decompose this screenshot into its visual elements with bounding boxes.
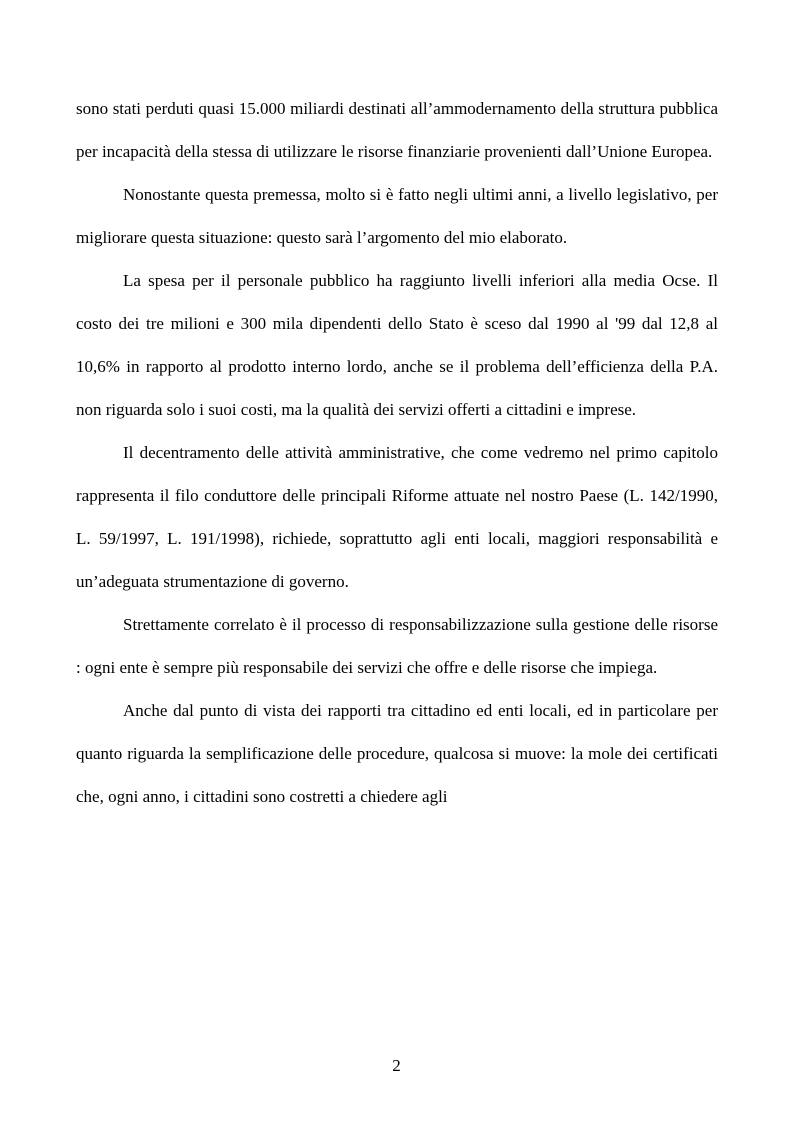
body-text: [76, 87, 718, 818]
paragraph-6: Anche dal punto di vista dei rapporti tra cittadino ed enti locali, ed in particolare per quanto riguarda la semplificazione delle procedure, qualcosa si muove: la mole dei certificati che, ogni anno, i cittadini sono costretti a chiedere agli: [76, 701, 718, 806]
paragraph-1: sono stati perduti quasi 15.000 miliardi destinati all’ammodernamento della struttura pubblica per incapacità della stessa di utilizzare le risorse finanziarie provenienti dall’Unione Europea.: [76, 99, 718, 161]
page-number: 2: [392, 1056, 401, 1075]
paragraph-3: La spesa per il personale pubblico ha raggiunto livelli inferiori alla media Ocse. Il costo dei tre milioni e 300 mila dipendenti dello Stato è sceso dal 1990 al '99 dal 12,8 al 10,6% in rapporto al prodotto interno lordo, anche se il problema dell’efficienza della P.A. non riguarda solo i suoi costi, ma la qualità dei servizi offerti a cittadini e imprese.: [76, 271, 718, 419]
paragraph-2: Nonostante questa premessa, molto si è fatto negli ultimi anni, a livello legislativo, per migliorare questa situazione: questo sarà l’argomento del mio elaborato.: [76, 185, 718, 247]
paragraph-5: Strettamente correlato è il processo di responsabilizzazione sulla gestione delle risorse : ogni ente è sempre più responsabile dei servizi che offre e delle risorse che impiega.: [76, 615, 718, 677]
paragraph-4: Il decentramento delle attività amministrative, che come vedremo nel primo capitolo rappresenta il filo conduttore delle principali Riforme attuate nel nostro Paese (L. 142/1990, L. 59/1997, L. 191/1998), richiede, soprattutto agli enti locali, maggiori responsabilità e un’adeguata strumentazione di governo.: [76, 443, 718, 591]
